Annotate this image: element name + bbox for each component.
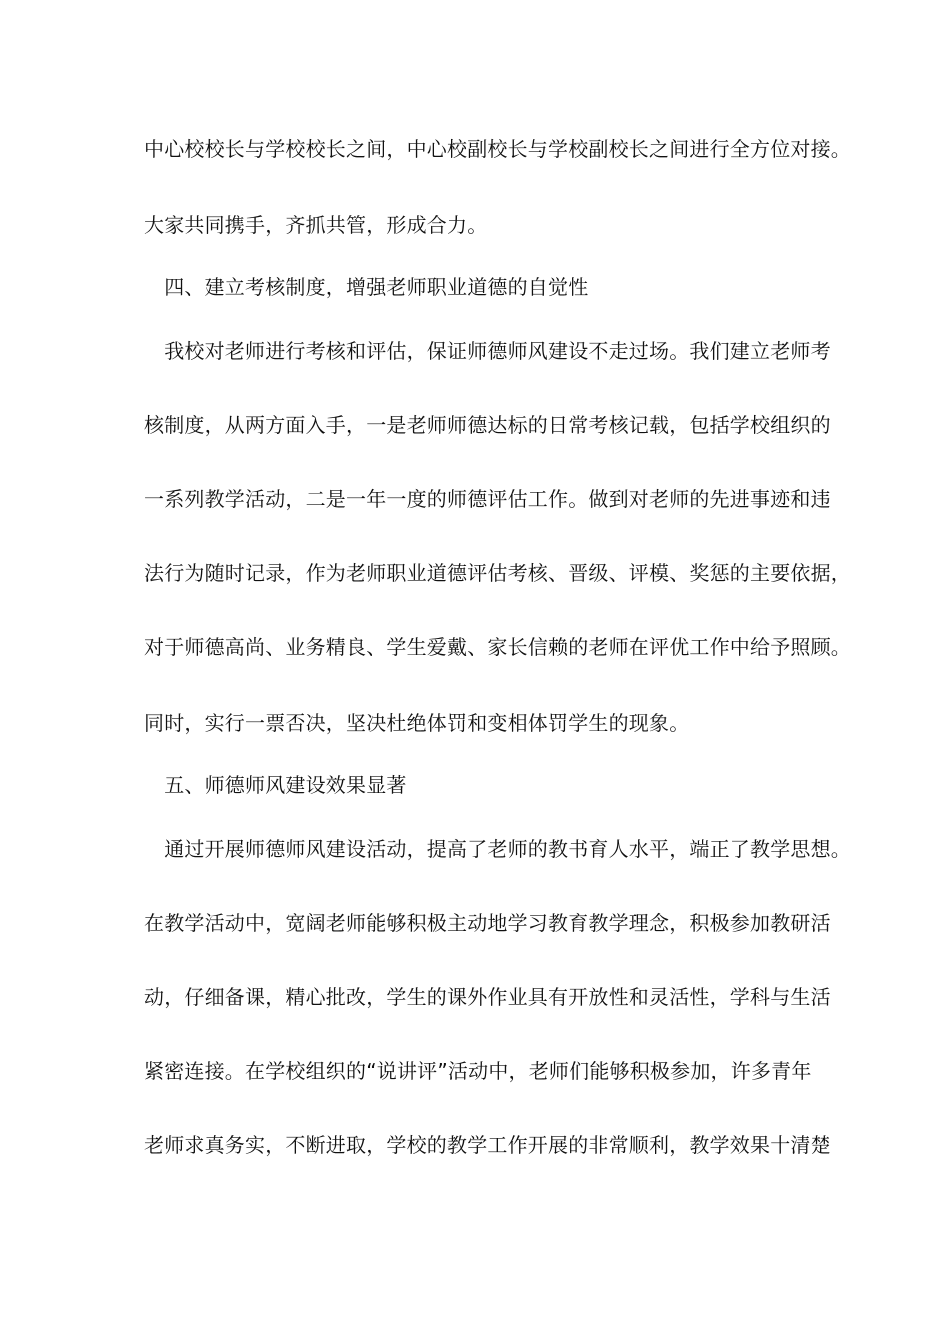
section-heading: 五、师德师风建设效果显著	[144, 773, 407, 797]
text-line: 核制度，从两方面入手，一是老师师德达标的日常考核记载，包括学校组织的	[144, 413, 831, 437]
text-line: 同时，实行一票否决，坚决杜绝体罚和变相体罚学生的现象。	[144, 711, 690, 735]
text-line: 我校对老师进行考核和评估，保证师德师风建设不走过场。我们建立老师考	[144, 339, 831, 363]
section-heading: 四、建立考核制度，增强老师职业道德的自觉性	[144, 275, 589, 299]
text-line: 在教学活动中，宽阔老师能够积极主动地学习教育教学理念，积极参加教研活	[144, 911, 831, 935]
text-line: 老师求真务实，不断进取，学校的教学工作开展的非常顺利，教学效果十清楚	[144, 1133, 831, 1157]
text-line: 一系列教学活动，二是一年一度的师德评估工作。做到对老师的先进事迹和违	[144, 487, 831, 511]
text-line: 法行为随时记录，作为老师职业道德评估考核、晋级、评模、奖惩的主要依据，	[144, 561, 851, 585]
text-line: 通过开展师德师风建设活动，提高了老师的教书育人水平，端正了教学思想。	[144, 837, 851, 861]
text-line: 大家共同携手，齐抓共管，形成合力。	[144, 213, 488, 237]
text-line: 动，仔细备课，精心批改，学生的课外作业具有开放性和灵活性，学科与生活	[144, 985, 831, 1009]
text-line: 对于师德高尚、业务精良、学生爱戴、家长信赖的老师在评优工作中给予照顾。	[144, 635, 851, 659]
text-line: 中心校校长与学校校长之间，中心校副校长与学校副校长之间进行全方位对接。	[144, 137, 851, 161]
text-line: 紧密连接。在学校组织的“说讲评”活动中，老师们能够积极参加，许多青年	[144, 1059, 812, 1083]
